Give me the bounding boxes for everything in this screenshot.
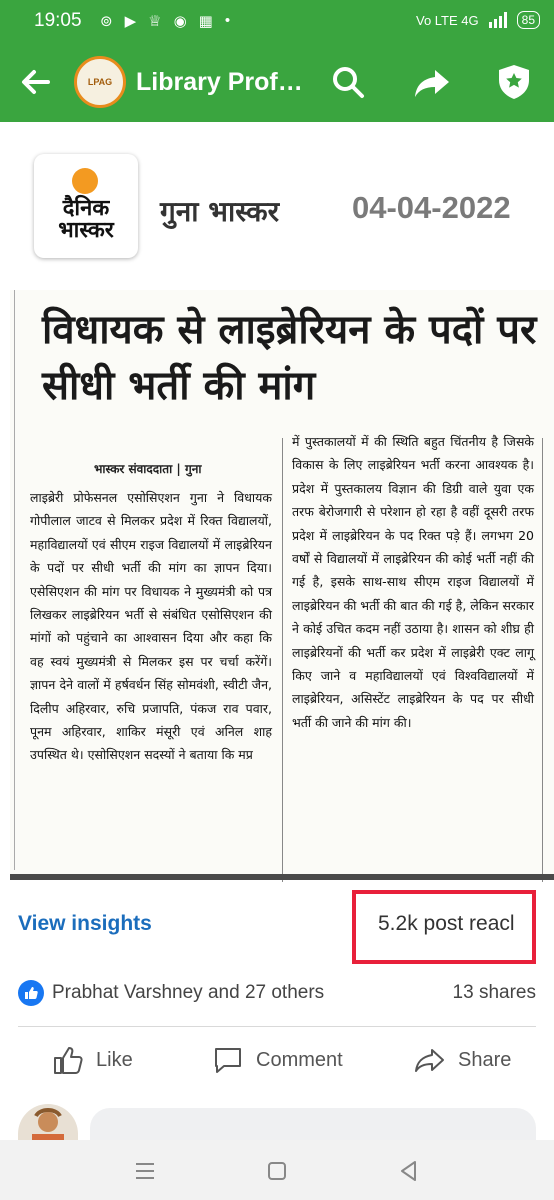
search-icon[interactable] [328,62,368,102]
user-avatar[interactable] [18,1104,78,1144]
page-title[interactable]: Library Prof… [136,68,303,96]
article-date: 04-04-2022 [352,190,511,225]
app-bar [0,44,554,122]
back-arrow-icon[interactable] [16,62,56,102]
status-time: 19:05 [34,10,82,31]
article-column-1: लाइब्रेरी प्रोफेसनल एसोसिएशन गुना ने विधायक गोपीलाल जाटव से मिलकर प्रदेश में रिक्त विद्यालयों, महाविद्यालयों एवं सीएम राइज विद्यालयों में लाइब्रेरियन के पदों पर सीधी भर्ती की मांग का ज्ञापन दिया। एसेसिएशन की मांग पर विधायक ने मुख्यमंत्री को पत्र लिखकर लाइब्रेरियन भर्ती से संबंधित एसोसिएशन की मांगों को पहुंचाने का आश्वासन दिया और कहा कि वह स्वयं मुख्यमंत्री से मिलकर इस पर चर्चा करेंगें। ज्ञापन देने वालों में हर्षवर्धन सिंह सोमवंशी, स्वीटी जैन, दिलीप अहिरवार, रुचि प्रजापति, पंकज राव पवार, पूनम अहिरवार, शाकिर मंसूरी एवं अनिल शाह उपस्थित थे। एसोसिएशन सदस्यों ने बताया कि मप्र [30,490,272,763]
calendar-icon: ▦ [198,13,213,30]
comment-bar [0,1104,554,1144]
system-navigation-bar [0,1140,554,1200]
trophy-icon: ♕ [148,13,162,30]
clipping-bottom-rule [10,874,554,880]
newspaper-name: गुना भास्कर [160,195,280,228]
reactions-text: Prabhat Varshney and 27 others [52,982,325,1003]
view-insights-link[interactable]: View insights [18,912,152,935]
reactions-summary[interactable] [18,980,324,1006]
dainik-bhaskar-logo: दैनिक भास्कर [34,154,138,258]
comment-button[interactable]: Comment [212,1044,343,1076]
article-headline: विधायक से लाइब्रेरियन के पदों पर सीधी भर्ती की मांग [42,307,537,409]
share-arrow-icon [414,1044,446,1076]
article-byline: भास्कर संवाददाता | गुना [94,462,202,476]
battery-indicator: 85 [517,11,540,29]
newspaper-clipping-image[interactable] [0,122,554,882]
recents-icon[interactable] [130,1156,160,1186]
share-button[interactable]: Share [414,1044,511,1076]
share-icon[interactable] [412,62,452,102]
post-reach: 5.2k post reacl [378,912,515,935]
page-logo[interactable]: LPAG [74,56,126,108]
article-column-2: में पुस्तकालयों में की स्थिति बहुत चिंतनीय है जिसके विकास के लिए लाइब्रेरियन भर्ती करना आवश्यक है। प्रदेश में पुस्तकालय विज्ञान की डिग्री वाले युवा एक तरफ बेरोजगारी से परेशान हो रहा है वहीं दूसरी तरफ प्रदेश में लाइब्रेरियन के पद रिक्त पड़े हैं। लगभग 20 वर्षों से विद्यालयों में लाइब्रेरियन की कोई भर्ती नहीं की गई है, इसके साथ-साथ सीएम राइज विद्यालयों में लाइब्रेरियन की भर्ती की बात की गई है, लेकिन सरकार ने कोई उचित कदम नहीं उठाया है। शासन को शीघ्र ही लाइब्रेरियनों की भर्ती कर प्रदेश में लाइब्रेरी एक्ट लागू किए जाने व महाविद्यालयों एवं विश्वविद्यालयों में लाइब्रेरियन, असिस्टेंट लाइब्रेरियन के पद पर सीधी भर्ती की जाने की मांग की। [292,434,534,730]
home-icon[interactable] [262,1156,292,1186]
status-bar [0,0,554,44]
like-reaction-icon [18,980,44,1006]
dot-icon: • [224,12,231,29]
article-body [10,290,554,880]
shield-star-icon[interactable] [494,62,534,102]
comment-input[interactable] [90,1108,536,1144]
sun-icon [72,168,98,194]
app-notification-icon: ◉ [173,13,187,30]
signal-icon [488,12,508,28]
app-notification-icon: ⊚ [100,13,113,30]
shares-count[interactable]: 13 shares [452,982,536,1003]
like-button[interactable]: Like [52,1044,133,1076]
status-right [416,11,540,29]
divider [18,1026,536,1027]
back-icon[interactable] [394,1156,424,1186]
thumbs-up-icon [52,1044,84,1076]
network-indicator: Vo LTE 4G [416,12,479,28]
notification-icons [100,12,230,30]
youtube-icon: ▶ [124,13,137,30]
comment-icon [212,1044,244,1076]
